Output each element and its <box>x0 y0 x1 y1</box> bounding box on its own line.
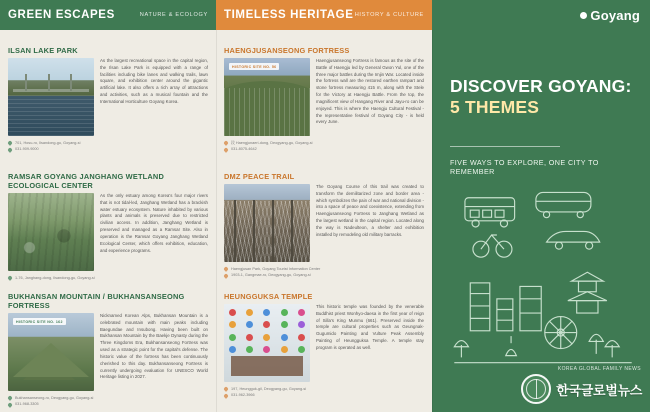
marker-icon <box>223 273 229 279</box>
phone-icon <box>7 147 13 153</box>
watermark-text: 한국글로벌뉴스 <box>556 382 642 398</box>
location-pin-icon <box>7 140 13 146</box>
entry-address: 1-76, Janghang-dong, Ilsandong-gu, Goyang-si <box>15 276 95 280</box>
entry-ramsar-janghang-wetland[interactable] <box>0 172 216 281</box>
photo-heungguksa-temple <box>224 304 310 382</box>
location-pin-icon <box>7 275 13 281</box>
entry-description: This historic temple was founded by the venerable Buddhist priest Wonhyo-daesa in the first year of reign of Silla's King Munmu (661). Preserved inside the temple are cultural properties such as Geungnak-Gugumido Painting and Vulture Peak Assembly Painting of Heungguksa Temple. A temple stay program is operated as well. <box>316 304 424 350</box>
entry-address: 段 Haengjunaeri-dong, Deogyang-gu, Goyang-si <box>231 141 313 145</box>
entry-title: BUKHANSAN MOUNTAIN / BUKHANSANSEONG FORTRESS <box>8 292 185 310</box>
entry-address: Bukhansanseong-ro, Deogyang-gu, Goyang-si <box>15 396 94 400</box>
entry-meta <box>8 275 208 281</box>
brand-dot-icon <box>580 12 587 19</box>
entry-meta <box>8 140 208 153</box>
entry-ilsan-lake-park[interactable] <box>0 46 216 153</box>
entry-meta <box>224 386 424 399</box>
entry-phone: 031-962-3966 <box>231 393 255 398</box>
phone-icon <box>7 402 13 408</box>
entry-phone: 031-968-3305 <box>15 402 39 407</box>
entry-description: As the only estuary among Korea's four major rivers that is not tidal-led, Janghang Wetland has a brackish water estuary ecosystem. Nature inhabited by various plants and animals is preserved due to restricted civilian access. In addition, Janghang Wetland is preserved and managed as a Ramsar Site. Also in operation is the Ramsar Goyang Janghang Wetland Ecological Center, which offers exhibition, education, and experience programs. <box>100 193 208 253</box>
right-panel <box>432 30 650 412</box>
header-brand <box>432 0 650 30</box>
phone-icon <box>223 393 229 399</box>
badge-historic-site: HISTORIC SITE NO. 56 <box>229 63 279 70</box>
header-timeless-heritage-sub: HISTORY & CULTURE <box>354 12 424 18</box>
panel-rule <box>450 146 560 147</box>
entry-title: RAMSAR GOYANG JANGHANG WETLAND ECOLOGICAL CENTER <box>8 172 165 190</box>
entry-title: DMZ PEACE TRAIL <box>224 172 295 181</box>
brand-label: Goyang <box>590 7 640 23</box>
panel-subtitle: FIVE WAYS TO EXPLORE, ONE CITY TO REMEMBER <box>450 158 599 176</box>
location-pin-icon <box>7 395 13 401</box>
photo-janghang-wetland <box>8 193 94 271</box>
location-pin-icon <box>223 140 229 146</box>
entry-haengjusanseong-fortress[interactable] <box>216 46 432 153</box>
photo-dmz-peace-trail <box>224 184 310 262</box>
entry-address: 1903-1, Gangmae-ro, Deogyang-gu, Goyang-si <box>231 273 311 278</box>
entry-title: HEUNGGUKSA TEMPLE <box>224 292 313 301</box>
brand-logo <box>580 8 640 23</box>
header-green-escapes-sub: NATURE & ECOLOGY <box>139 12 208 18</box>
header-timeless-heritage-title: TIMELESS HERITAGE <box>224 9 354 21</box>
entry-bukhansan-mountain[interactable] <box>0 292 216 408</box>
entry-meta <box>224 266 424 279</box>
entry-description: Nicknamed Korean Alps, Bukhansan Mountain is a celebrated mountain with main peaks including Baegundae and Insubong. Having been built on Bukhansan Mountain by the Baekje Dynasty during the Three Kingdoms Era, Bukhansanseong Fortress was used as a strategic point for the capital's defense. The historic value of the fortress has been continuously cherished to this day. Bukhansanseong Fortress is currently undergoing evaluation for UNESCO World Heritage listing in 2027. <box>100 313 208 380</box>
phone-icon <box>223 147 229 153</box>
photo-bukhansan-mountain <box>8 313 94 391</box>
entry-venue: Haengjusan Park, Goyang Tourist Information Center <box>231 267 321 271</box>
entry-title: HAENGJUSANSEONG FORTRESS <box>224 46 350 55</box>
watermark-logo <box>521 374 642 404</box>
header-green-escapes-title: GREEN ESCAPES <box>8 9 115 21</box>
entry-address: 197, Heungguk-gil, Deogyang-gu, Goyang-si <box>231 387 307 391</box>
illustration-svg <box>444 180 642 384</box>
location-pin-icon <box>223 386 229 392</box>
entry-address: 701, Hosu-ro, Ilsandong-gu, Goyang-si <box>15 141 81 145</box>
entry-phone: 031-8075-4642 <box>231 147 257 152</box>
header-green-escapes <box>0 0 216 30</box>
entry-description: The Goyang Course of this trail was created to transform the demilitarized zone and border area - which symbolizes the pain of war and national division - into a space of peace and coexistence, extending from Haengjusanseong Fortress to Janghang Wetland as the largest wetland in the capital region. Located along the way is Nadeulteon, a shelter and exhibition installed by remodeling old military barracks. <box>316 184 424 237</box>
entry-phone: 031-909-9000 <box>15 147 39 152</box>
header-timeless-heritage <box>216 0 432 30</box>
entry-title: ILSAN LAKE PARK <box>8 46 78 55</box>
location-pin-icon <box>223 266 229 272</box>
entry-meta <box>224 140 424 153</box>
entry-description: Haengjusanseong Fortress is famous as the site of the Battle of Haengju led by General Gwon Yul, one of the three major battles during the Imjin War. Located inside the fortress wall are the restored earthen rampart and stone fortress measuring 415 m, along with the Stele for the Victory at Haengju Battle. From the top, the magnificent view of Hangang River and Jayu-ro can be enjoyed. This is where the Haengju Cultural Festival - the representative festival of Goyang City - is held every June. <box>316 58 424 125</box>
panel-title <box>450 76 631 117</box>
entry-dmz-peace-trail[interactable] <box>216 172 432 279</box>
globe-icon <box>521 374 551 404</box>
entry-description: As the largest recreational space in the capital region, the Ilsan Lake Park is equipped with a range of facilities including bike lanes and walking trails, lawn square, and exhibition center around the gigantic artificial lake. It also offers a rich array of attractions and activities, such as a musical fountain and the International Horticulture Goyang Korea. <box>100 58 208 104</box>
panel-title-line2: 5 THEMES <box>450 96 540 117</box>
watermark-caption: KOREA GLOBAL FAMILY NEWS <box>557 366 641 372</box>
badge-historic-site: HISTORIC SITE NO. 162 <box>13 318 66 325</box>
photo-ilsan-lake-park <box>8 58 94 136</box>
city-illustration <box>444 180 642 384</box>
entry-meta <box>8 395 208 408</box>
entry-heungguksa-temple[interactable] <box>216 292 432 399</box>
panel-title-line1: DISCOVER GOYANG: <box>450 76 632 96</box>
photo-haengjusanseong-fortress <box>224 58 310 136</box>
